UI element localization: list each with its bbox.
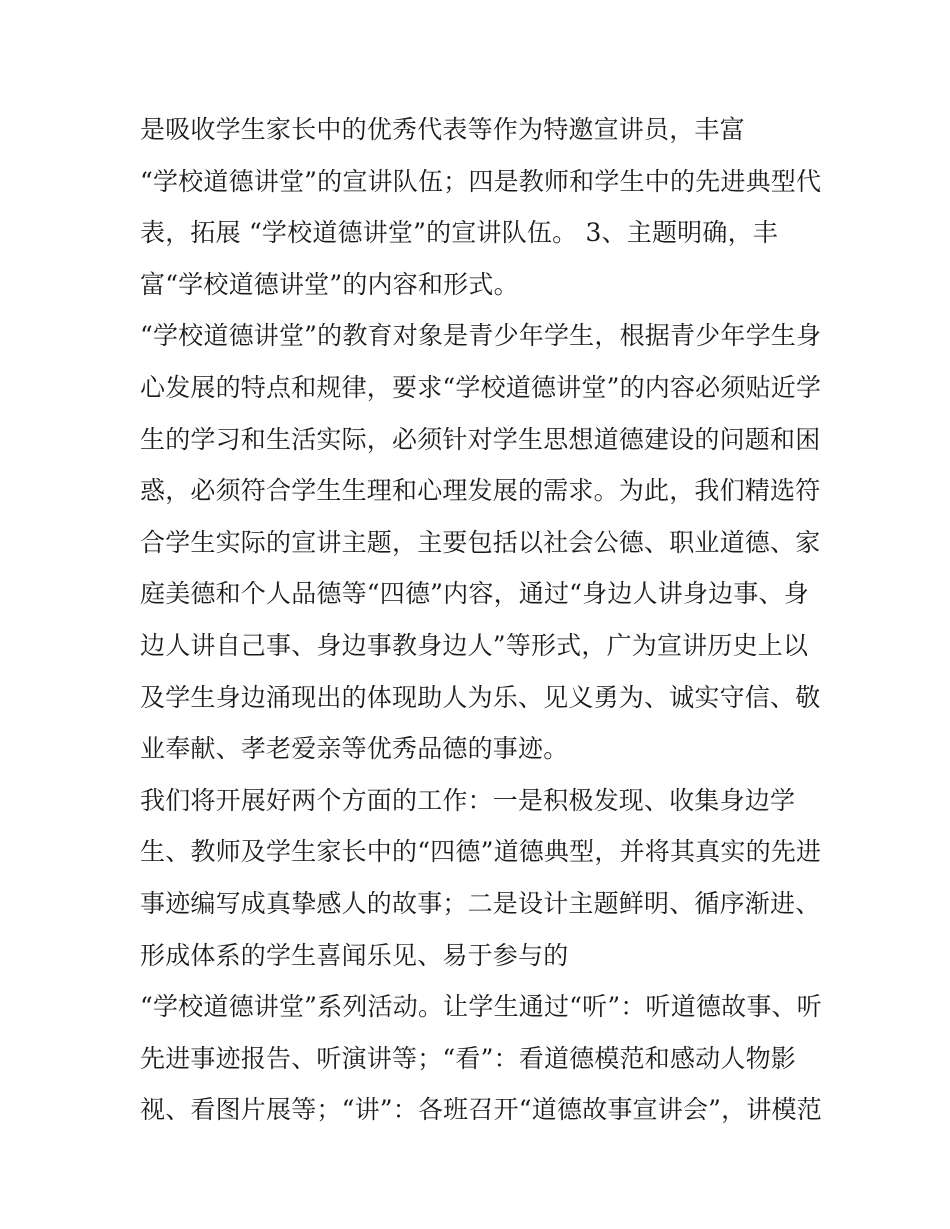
text-line: “学校道德讲堂”的教育对象是青少年学生，根据青少年学生身 bbox=[140, 321, 822, 351]
text-line: 边人讲自己事、身边事教身边人”等形式，广为宣讲历史上以 bbox=[140, 630, 809, 660]
text-line: 富“学校道德讲堂”的内容和形式。 bbox=[140, 269, 519, 299]
text-line: 表，拓展 “学校道德讲堂”的宣讲队伍。 3、主题明确，丰 bbox=[140, 218, 778, 248]
text-line: “学校道德讲堂”系列活动。让学生通过“听”：听道德故事、听 bbox=[140, 992, 822, 1022]
text-line: 生、教师及学生家长中的“四德”道德典型，并将其真实的先进 bbox=[140, 837, 822, 867]
text-line: 视、看图片展等；“讲”：各班召开“道德故事宣讲会”，讲模范 bbox=[140, 1095, 822, 1125]
text-line: 形成体系的学生喜闻乐见、易于参与的 bbox=[140, 940, 569, 970]
text-line: 庭美德和个人品德等“四德”内容，通过“身边人讲身边事、身 bbox=[140, 579, 809, 609]
text-line: 是吸收学生家长中的优秀代表等作为特邀宣讲员，丰富 bbox=[140, 115, 745, 144]
text-line: 心发展的特点和规律，要求“学校道德讲堂”的内容必须贴近学 bbox=[140, 372, 822, 402]
text-line: 先进事迹报告、听演讲等；“看”：看道德模范和感动人物影 bbox=[140, 1043, 796, 1073]
text-line: 合学生实际的宣讲主题，主要包括以社会公德、职业道德、家 bbox=[140, 527, 821, 557]
text-line: 事迹编写成真挚感人的故事；二是设计主题鲜明、循序渐进、 bbox=[140, 888, 821, 918]
text-line: 我们将开展好两个方面的工作：一是积极发现、收集身边学 bbox=[140, 785, 796, 815]
text-line: 生的学习和生活实际，必须针对学生思想道德建设的问题和困 bbox=[140, 424, 821, 454]
text-line: “学校道德讲堂”的宣讲队伍；四是教师和学生中的先进典型代 bbox=[140, 166, 822, 196]
document-body-text bbox=[140, 104, 820, 1136]
text-line: 及学生身边涌现出的体现助人为乐、见义勇为、诚实守信、敬 bbox=[140, 682, 821, 712]
text-line: 惑，必须符合学生生理和心理发展的需求。为此，我们精选符 bbox=[140, 476, 821, 506]
text-line: 业奉献、孝老爱亲等优秀品德的事迹。 bbox=[140, 734, 569, 764]
